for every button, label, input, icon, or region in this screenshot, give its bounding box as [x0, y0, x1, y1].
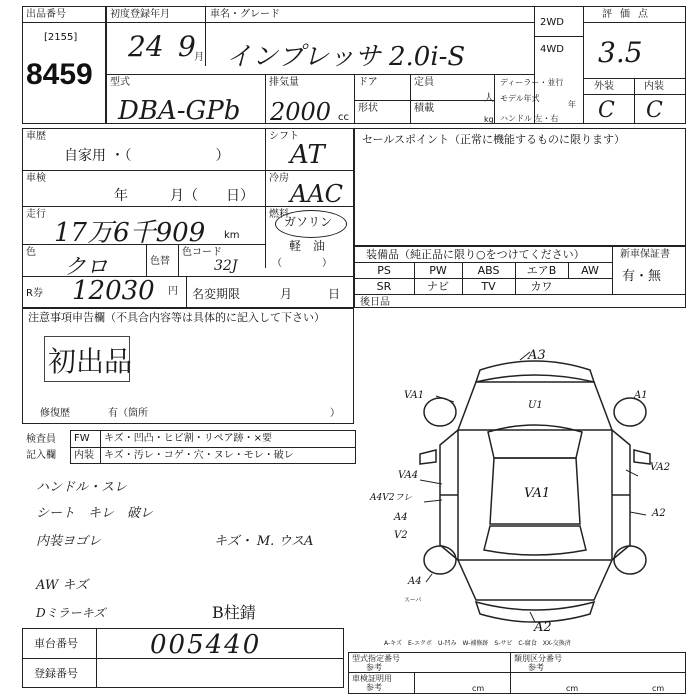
- displacement-label: 排気量: [269, 77, 299, 88]
- mileage-unit: km: [224, 230, 240, 241]
- model-no-label: 型式指定番号: [352, 654, 400, 663]
- displacement-unit: cc: [338, 112, 349, 123]
- int-items: キズ・汚レ・コゲ・穴・ヌレ・モレ・破レ: [104, 450, 294, 461]
- mark-u1: U1: [528, 400, 543, 411]
- fuel-paren: （ ）: [272, 258, 332, 269]
- first-reg-month-unit: 月: [194, 52, 204, 63]
- handwritten-line-5b: B柱錆: [212, 603, 256, 622]
- exterior-value: C: [598, 98, 615, 123]
- repair-value: 有（箇所: [108, 408, 148, 419]
- lot-number: 8459: [26, 58, 93, 91]
- fuel-gasoline: ガソリン: [284, 215, 333, 229]
- term-value: 月 日: [280, 287, 341, 301]
- handwritten-line-4: AW キズ: [36, 578, 89, 593]
- equip-pw: PW: [429, 264, 447, 277]
- notes-title: 注意事項申告欄（不具合内容等は具体的に記入して下さい）: [28, 311, 325, 324]
- inspection-label: 車検: [26, 173, 46, 184]
- model-value: DBA-GPb: [118, 96, 241, 126]
- guarantee-value: 有・無: [622, 269, 662, 284]
- equip-tv: TV: [481, 280, 496, 293]
- term-label: 名変期限: [192, 287, 241, 301]
- history-label: 車歴: [26, 131, 46, 142]
- mark-a4v2: A4V2フレ: [370, 493, 413, 503]
- inspection-value: 年 月（ 日）: [114, 188, 254, 204]
- handwritten-line-2: シート キレ 破レ: [36, 506, 153, 521]
- mark-a1-right: A1: [634, 390, 648, 401]
- reg-label: 登録番号: [34, 667, 78, 680]
- mark-spare: スーパ: [404, 597, 422, 604]
- mark-a3: A3: [528, 348, 546, 363]
- damage-legend: A-キズ E-エクボ U-凹み W-補修跡 S-サビ C-腐食 XX-交換済: [384, 640, 571, 647]
- equip-abs: ABS: [477, 264, 500, 277]
- mark-va4: VA4: [398, 470, 419, 481]
- mark-v2: V2: [394, 530, 408, 541]
- color-code-value: 32J: [214, 258, 238, 274]
- cm-1: cm: [472, 684, 485, 693]
- equip-ps: PS: [377, 264, 391, 277]
- equip-leather: カワ: [530, 280, 553, 293]
- load-unit: kg: [484, 115, 494, 124]
- int-label: 内装: [74, 450, 94, 461]
- chassis-value: 005440: [150, 630, 262, 660]
- notes-content: 初出品: [48, 345, 133, 378]
- class-no-label: 類別区分番号: [514, 654, 562, 663]
- color-code-label: 色コード: [182, 247, 222, 258]
- interior-label: 内装: [644, 81, 664, 92]
- ac-value: AAC: [290, 180, 344, 208]
- ac-label: 冷房: [269, 173, 289, 184]
- handwritten-line-3: 内装ヨゴレ: [36, 534, 102, 549]
- shift-label: シフト: [269, 131, 299, 142]
- model-year-unit: 年: [568, 100, 576, 109]
- shape-label: 形状: [358, 103, 378, 114]
- first-reg-label: 初度登録年月: [110, 9, 170, 20]
- grade-label: 評価点: [602, 9, 656, 20]
- lot-label: 出品番号: [26, 9, 66, 20]
- color-change-label: 色替: [150, 256, 170, 267]
- cm-3: cm: [652, 684, 665, 693]
- dealer-label: ディーラー・並行: [500, 78, 564, 87]
- model-no-ref: 参考: [366, 663, 382, 672]
- inspector-label2: 記入欄: [26, 450, 56, 461]
- grade-value: 3.5: [598, 36, 643, 69]
- mark-va1-left: VA1: [404, 390, 425, 401]
- cm-2: cm: [566, 684, 579, 693]
- equipment-title: 装備品（純正品に限り○をつけてください）: [366, 248, 585, 261]
- model-year-label: モデル年式: [500, 94, 540, 103]
- displacement-value: 2000: [270, 98, 332, 126]
- interior-value: C: [646, 98, 663, 123]
- sales-point-title: セールスポイント（正常に機能するものに限ります）: [362, 133, 626, 146]
- fw-label: FW: [74, 433, 90, 444]
- fuel-label: 燃料: [269, 209, 289, 220]
- r-unit: 円: [168, 286, 178, 297]
- car-name-label: 車名・グレード: [210, 9, 280, 20]
- first-reg-month: 9: [178, 30, 196, 63]
- equip-navi: ナビ: [427, 280, 449, 293]
- chassis-label: 車台番号: [34, 637, 78, 650]
- r-value: 12030: [72, 276, 155, 306]
- drive-4wd: 4WD: [540, 44, 564, 55]
- handwritten-line-3b: キズ・ M. ウスA: [214, 534, 314, 549]
- exterior-label: 外装: [594, 81, 614, 92]
- reg-cert-ref: 参考: [366, 683, 382, 692]
- mileage-label: 走行: [26, 209, 46, 220]
- equip-airbag: エアB: [526, 264, 557, 277]
- r-label: R券: [26, 288, 43, 299]
- reg-cert-label: 車検証明用: [352, 674, 392, 683]
- color-label: 色: [26, 247, 36, 258]
- mark-a2-rear: A2: [534, 620, 552, 635]
- capacity-unit: 人: [484, 93, 494, 104]
- first-reg-year: 24: [128, 30, 164, 63]
- class-no-ref: 参考: [528, 663, 544, 672]
- drive-2wd: 2WD: [540, 17, 564, 28]
- car-name-value: インプレッサ 2.0i-S: [226, 42, 466, 72]
- repair-close: ）: [330, 408, 340, 419]
- mark-a2-right: A2: [652, 508, 666, 519]
- fw-items: キズ・凹凸・ヒビ割・リペア跡・×要: [104, 433, 272, 444]
- inspector-label1: 検査員: [26, 434, 56, 445]
- capacity-label: 定員: [414, 77, 434, 88]
- doors-label: ドア: [358, 77, 378, 88]
- mark-a4-rear: A4: [408, 576, 422, 587]
- equip-sr: SR: [376, 280, 392, 293]
- handwritten-line-1: ハンドル・スレ: [36, 480, 128, 495]
- handwritten-line-5: Dミラーキズ: [36, 606, 106, 620]
- handle-label: ハンドル 左・右: [500, 114, 559, 123]
- model-label: 型式: [110, 77, 130, 88]
- shift-value: AT: [290, 140, 325, 170]
- mark-va2: VA2: [650, 462, 671, 473]
- mileage-value: 17万6千909: [54, 218, 206, 248]
- mark-va1-roof: VA1: [524, 486, 551, 501]
- color-value: クロ: [64, 255, 109, 280]
- fuel-diesel: 軽 油: [289, 239, 326, 253]
- load-label: 積載: [414, 103, 434, 114]
- back-seat-label: 後日品: [360, 297, 390, 308]
- repair-label: 修復歴: [40, 408, 70, 419]
- history-value: 自家用 ・（ ）: [64, 148, 230, 164]
- lot-sub-number: [2155]: [44, 32, 78, 43]
- equip-aw: AW: [581, 264, 599, 277]
- guarantee-label: 新車保証書: [620, 249, 670, 260]
- mark-a4: A4: [394, 512, 408, 523]
